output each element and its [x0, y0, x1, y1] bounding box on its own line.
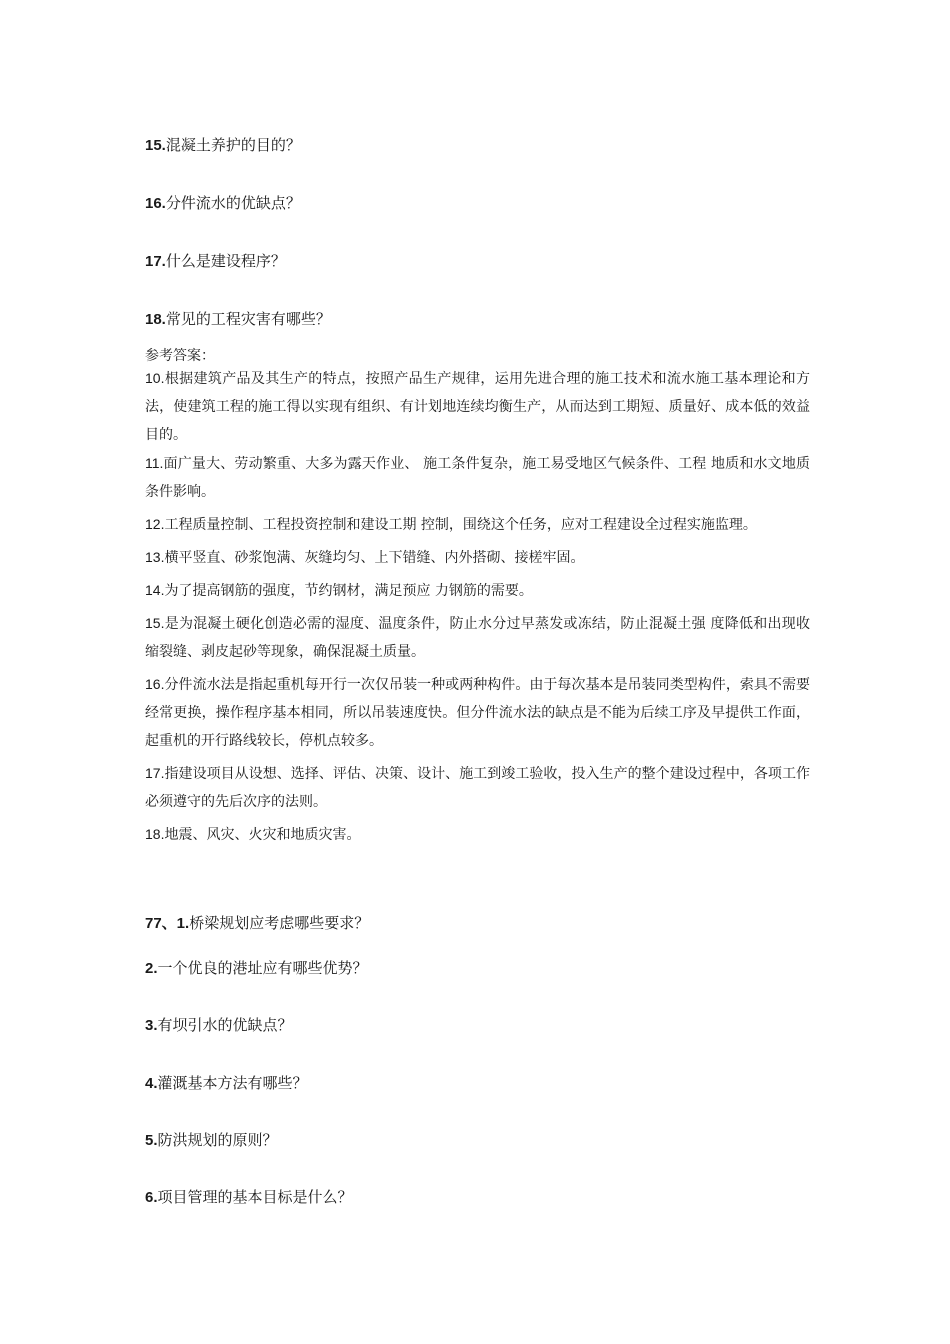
question-number: 17.: [145, 253, 166, 270]
question-text: 混凝土养护的目的？: [165, 136, 301, 154]
answer-11: 11.面广量大、劳动繁重、大多为露天作业、 施工条件复杂，施工易受地区气候条件、工程 地质和水文地质条件影响。: [145, 455, 810, 500]
question-text: 防洪规划的原则？: [157, 1131, 278, 1149]
answers-section: [145, 346, 810, 849]
question-text: 桥梁规划应考虑哪些要求？: [189, 914, 370, 932]
question-17: [145, 251, 286, 272]
answer-18: 18.地震、风灾、火灾和地质灾害。: [145, 826, 361, 843]
question-5: [145, 1130, 278, 1151]
question-4: [145, 1073, 308, 1094]
question-number: 15.: [145, 137, 166, 154]
question-text: 灌溉基本方法有哪些？: [157, 1074, 308, 1092]
question-2: [145, 958, 368, 979]
question-77-1: [145, 913, 369, 934]
answer-15: 15.是为混凝土硬化创造必需的湿度、温度条件，防止水分过早蒸发或冻结，防止混凝土强 度降低和出现收缩裂缝、剥皮起砂等现象，确保混凝土质量。: [145, 615, 810, 660]
question-6: [145, 1187, 353, 1208]
answer-12: 12.工程质量控制、工程投资控制和建设工期 控制，围绕这个任务，应对工程建设全过程实施监理。: [145, 516, 757, 533]
question-number: 3.: [145, 1017, 158, 1034]
question-18: [145, 309, 331, 330]
question-text: 什么是建设程序？: [165, 252, 286, 270]
question-number: 77、1.: [145, 915, 190, 932]
question-number: 6.: [145, 1189, 158, 1206]
question-number: 18.: [145, 311, 166, 328]
question-number: 16.: [145, 195, 166, 212]
question-text: 有坝引水的优缺点？: [157, 1016, 293, 1034]
question-text: 项目管理的基本目标是什么？: [157, 1188, 353, 1206]
answer-17: 17.指建设项目从设想、选择、评估、决策、设计、施工到竣工验收，投入生产的整个建设过程中，各项工作必须遵守的先后次序的法则。: [145, 765, 810, 810]
question-3: [145, 1015, 293, 1036]
question-number: 5.: [145, 1132, 158, 1149]
answer-14: 14.为了提高钢筋的强度，节约钢材，满足预应 力钢筋的需要。: [145, 582, 533, 599]
question-number: 2.: [145, 960, 158, 977]
answer-10: 10.根据建筑产品及其生产的特点，按照产品生产规律，运用先进合理的施工技术和流水施工基本理论和方法，使建筑工程的施工得以实现有组织、有计划地连续均衡生产，从而达到工期短、质量好、成本低的效益目的。: [145, 370, 810, 443]
answers-heading: 参考答案：: [145, 348, 215, 364]
answer-13: 13.横平竖直、砂浆饱满、灰缝均匀、上下错缝、内外搭砌、接槎牢固。: [145, 549, 585, 566]
question-text: 常见的工程灾害有哪些？: [165, 310, 331, 328]
question-16: [145, 193, 301, 214]
question-number: 4.: [145, 1075, 158, 1092]
question-text: 分件流水的优缺点？: [165, 194, 301, 212]
answer-16: 16.分件流水法是指起重机每开行一次仅吊装一种或两种构件。由于每次基本是吊装同类型构件，索具不需要经常更换，操作程序基本相同，所以吊装速度快。但分件流水法的缺点是不能为后续工序及早提供工作面，起重机的开行路线较长，停机点较多。: [145, 676, 810, 749]
question-text: 一个优良的港址应有哪些优势？: [157, 959, 368, 977]
question-15: [145, 135, 301, 156]
